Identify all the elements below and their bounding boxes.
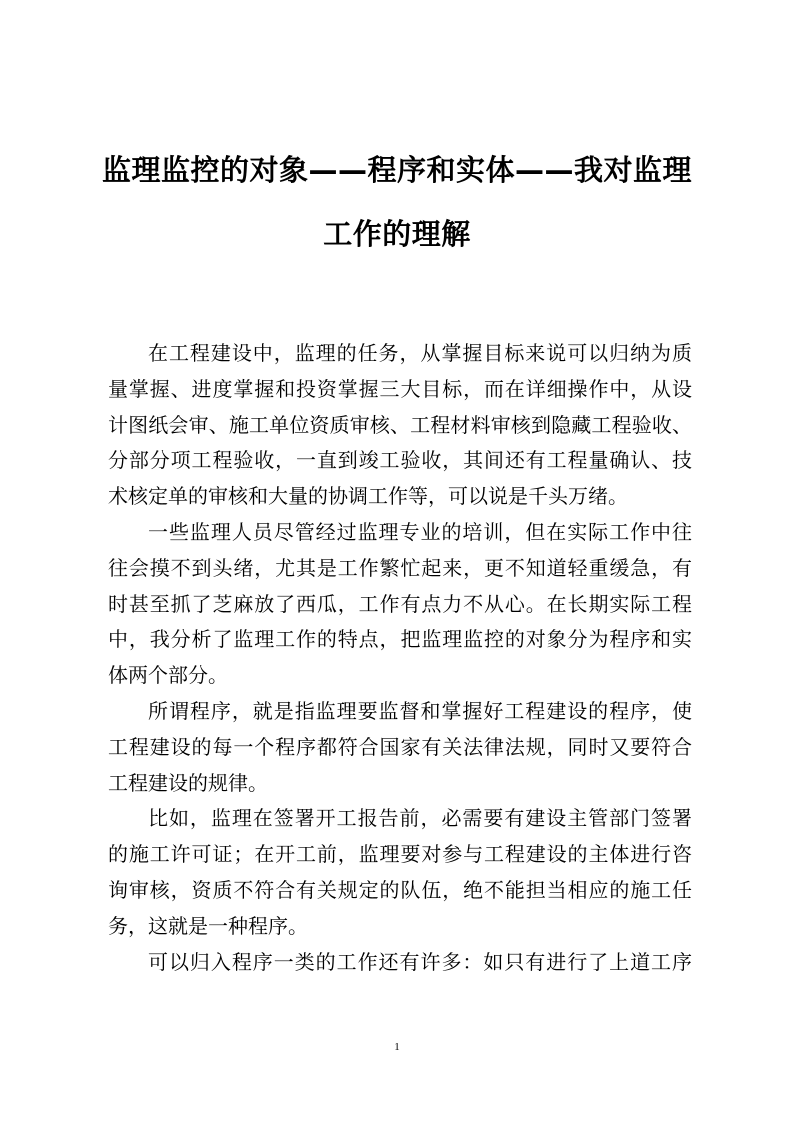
title-line: 监理监控的对象——程序和实体——我对监理 — [101, 153, 692, 187]
paragraph-line: 的施工许可证；在开工前，监理要对参与工程建设的主体进行咨 — [108, 842, 692, 867]
paragraph — [108, 515, 692, 694]
paragraph-line: 务，这就是一种程序。 — [108, 913, 308, 938]
paragraph-line: 所谓程序，就是指监理要监督和掌握好工程建设的程序，使 — [148, 698, 692, 723]
paragraph — [108, 694, 692, 801]
title-line: 工作的理解 — [323, 217, 471, 251]
paragraph-line: 中，我分析了监理工作的特点，把监理监控的对象分为程序和实 — [108, 627, 692, 652]
paragraph-line: 分部分项工程验收，一直到竣工验收，其间还有工程量确认、技 — [108, 448, 692, 473]
paragraph-line: 比如，监理在签署开工报告前，必需要有建设主管部门签署 — [148, 806, 692, 831]
paragraph-line: 一些监理人员尽管经过监理专业的培训，但在实际工作中往 — [148, 519, 692, 544]
paragraph-line: 询审核，资质不符合有关规定的队伍，绝不能担当相应的施工任 — [108, 877, 692, 902]
paragraph — [108, 336, 692, 515]
paragraph-line: 在工程建设中，监理的任务，从掌握目标来说可以归纳为质 — [148, 341, 692, 365]
paragraph-line: 可以归入程序一类的工作还有许多：如只有进行了上道工序 — [148, 949, 692, 974]
page-number: 1 — [394, 1041, 400, 1053]
paragraph-line: 计图纸会审、施工单位资质审核、工程材料审核到隐藏工程验收、 — [108, 412, 692, 437]
paragraph-line: 术核定单的审核和大量的协调工作等，可以说是千头万绪。 — [108, 484, 628, 509]
paragraph-line: 时甚至抓了芝麻放了西瓜，工作有点力不从心。在长期实际工程 — [108, 591, 692, 616]
paragraph-line: 工程建设的规律。 — [108, 770, 268, 795]
paragraph — [108, 801, 692, 944]
paragraph-line: 量掌握、进度掌握和投资掌握三大目标，而在详细操作中，从设 — [108, 376, 692, 401]
paragraph-line: 工程建设的每一个程序都符合国家有关法律法规，同时又要符合 — [108, 734, 692, 759]
document-body — [108, 336, 692, 980]
paragraph — [108, 945, 692, 981]
paragraph-line: 体两个部分。 — [108, 663, 228, 688]
paragraph-line: 往会摸不到头绪，尤其是工作繁忙起来，更不知道轻重缓急，有 — [108, 555, 692, 580]
document-title — [100, 138, 694, 266]
